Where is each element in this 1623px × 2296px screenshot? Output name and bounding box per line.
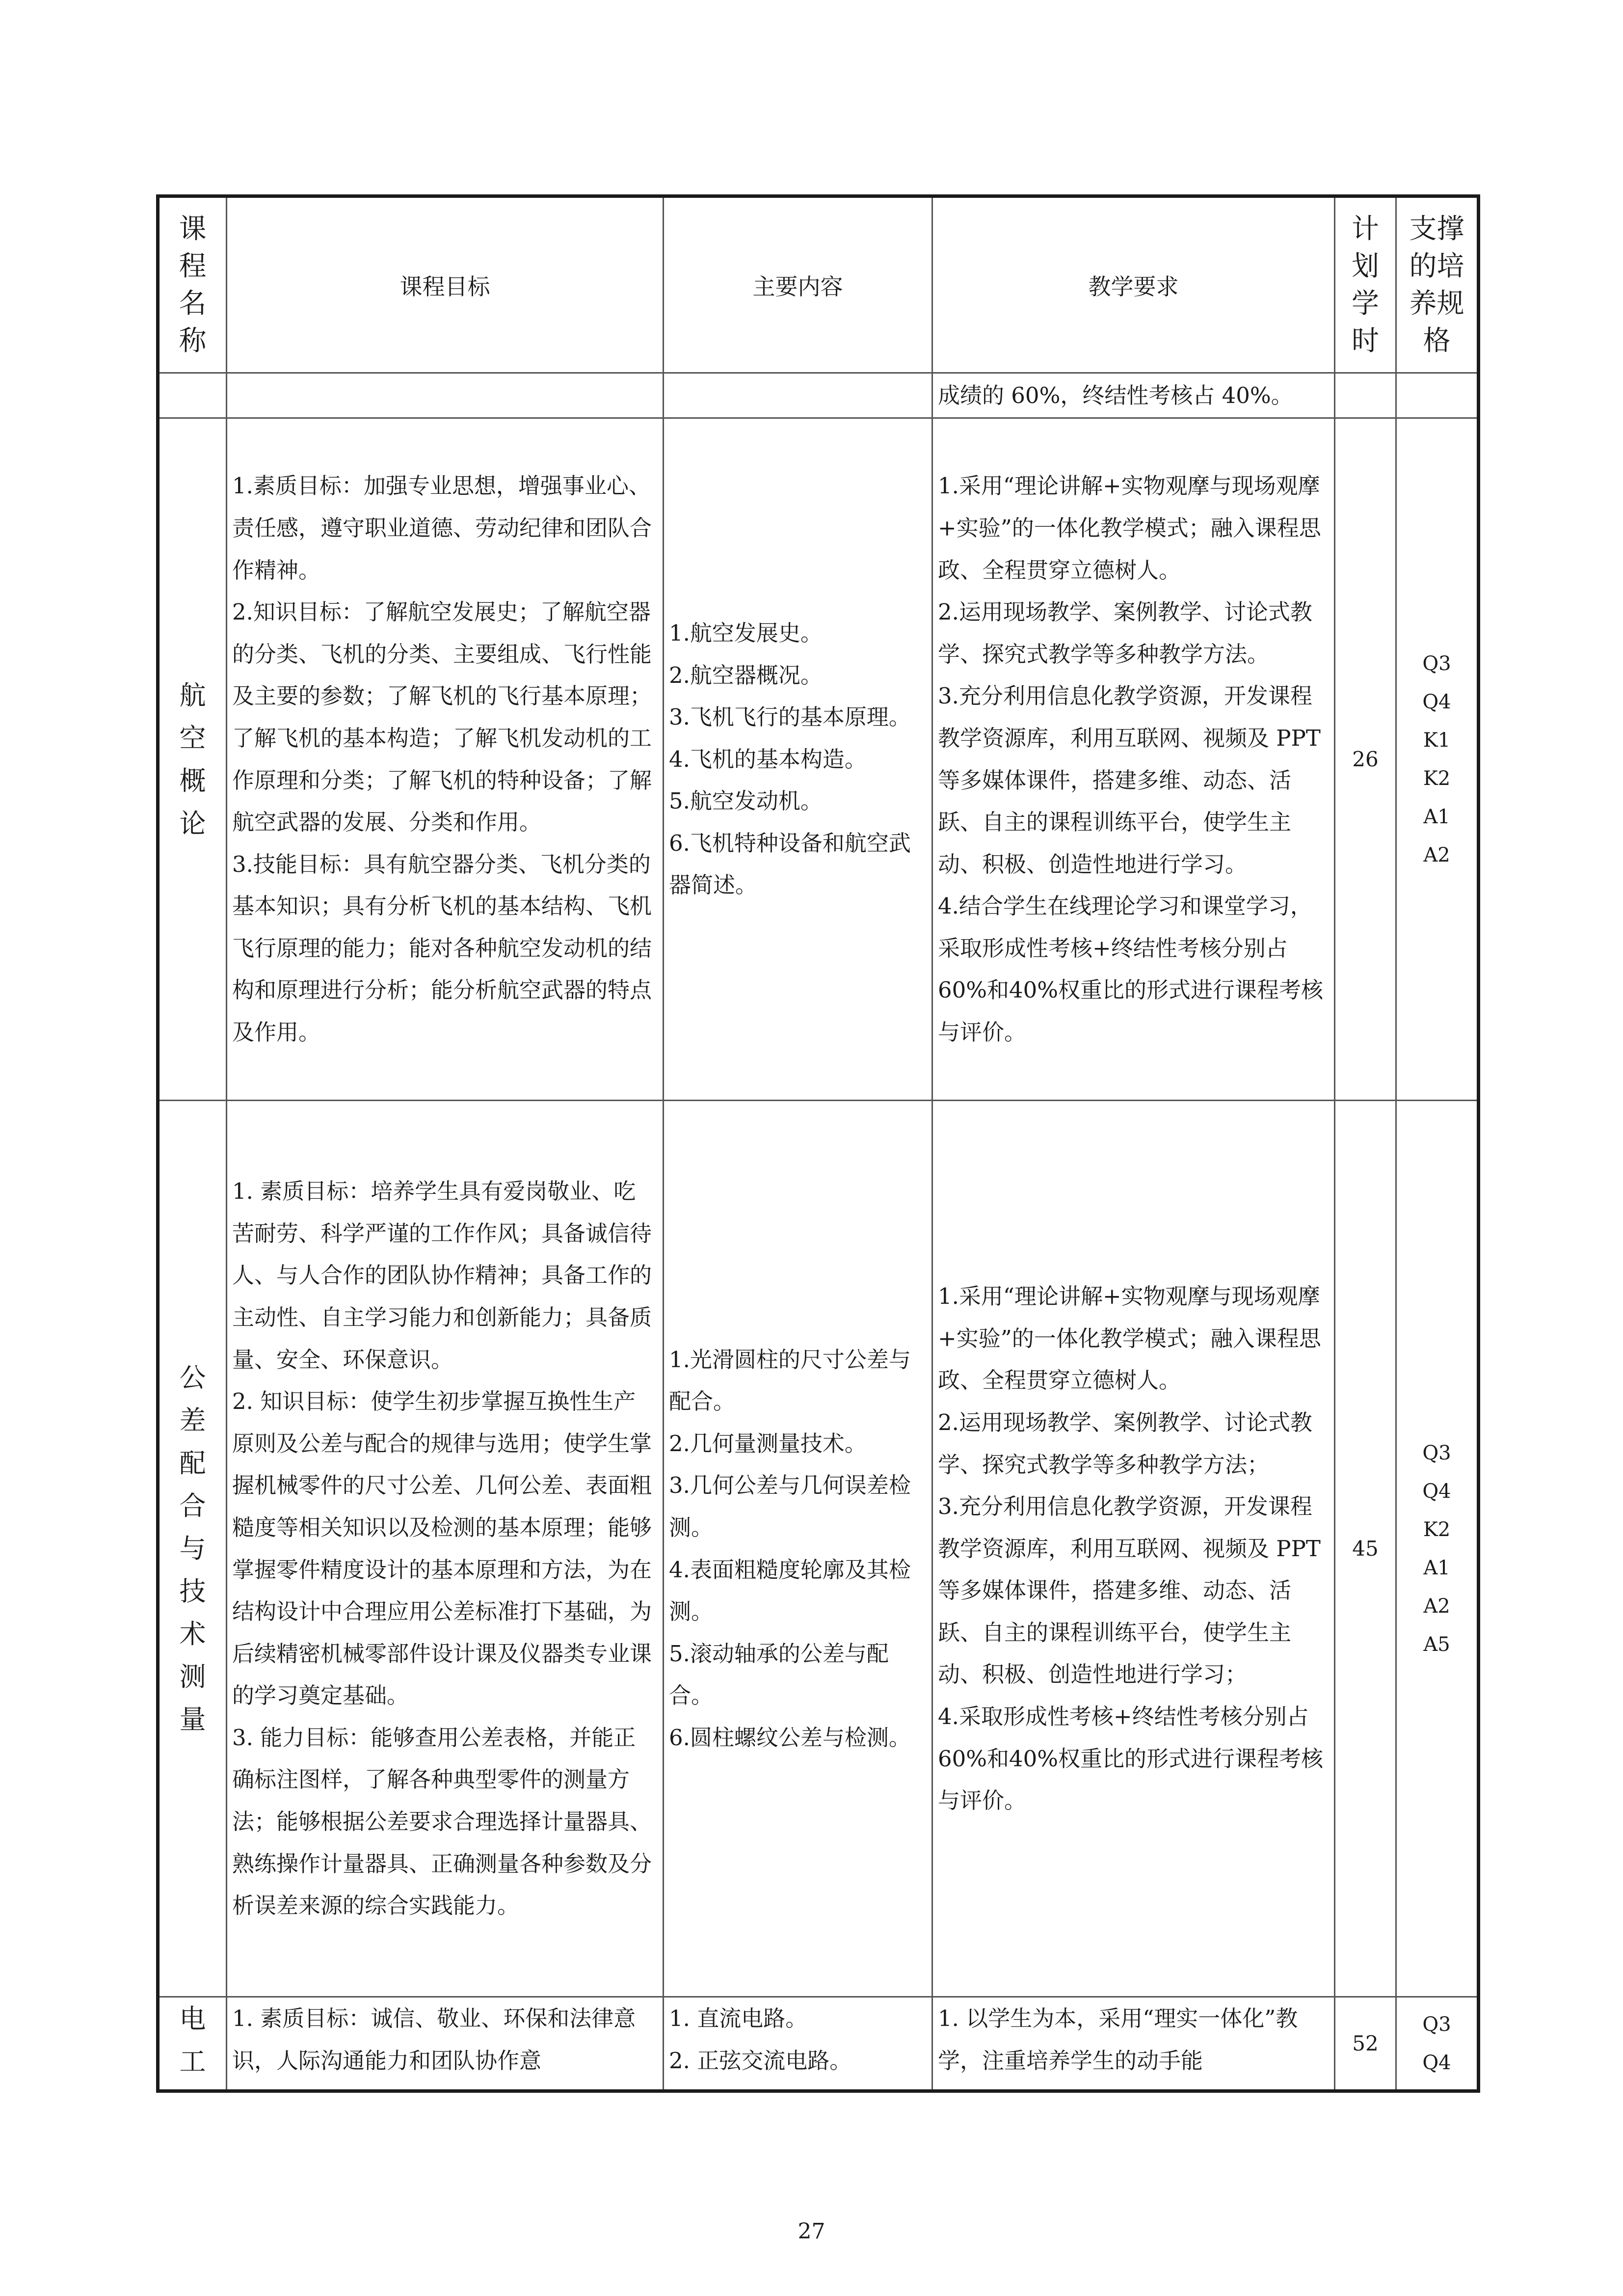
page-number: 27 — [798, 2219, 825, 2244]
cell-empty — [664, 373, 932, 418]
table-row — [158, 1997, 1479, 2091]
planned-hours-cell: 45 — [1335, 1101, 1396, 1997]
course-name-cell: 公 差 配 合 与 技 术 测 量 — [158, 1101, 227, 1997]
course-table — [156, 194, 1480, 2093]
course-name-cell: 电 工 — [158, 1997, 227, 2091]
course-goal-cell: 1. 素质目标：培养学生具有爱岗敬业、吃苦耐劳、科学严谨的工作作风；具备诚信待人、与人合作的团队协作精神；具备工作的主动性、自主学习能力和创新能力；具备质量、安全、环保意识。 2. 知识目标：使学生初步掌握互换性生产原则及公差与配合的规律与选用；使学生掌握机械零件的尺寸公差、几何公差、表面粗糙度等相关知识以及检测的基本原理；能够掌握零件精度设计的基本原理和方法，为在结构设计中合理应用公差标准打下基础，为后续精密机械零部件设计课及仪器类专业课的学习奠定基础。 3. 能力目标：能够查用公差表格，并能正确标注图样，了解各种典型零件的测量方法；能够根据公差要求合理选择计量器具、熟练操作计量器具、正确测量各种参数及分析误差来源的综合实践能力。 — [227, 1101, 664, 1997]
course-goal-cell: 1. 素质目标：诚信、敬业、环保和法律意识，人际沟通能力和团队协作意 — [227, 1997, 664, 2091]
supported-specs-cell: Q3 Q4 K2 A1 A2 A5 — [1396, 1101, 1479, 1997]
cell-empty — [227, 373, 664, 418]
course-name-cell: 航 空 概 论 — [158, 418, 227, 1101]
table-header-row — [158, 196, 1479, 373]
supported-specs-cell: Q3 Q4 — [1396, 1997, 1479, 2091]
planned-hours-cell: 26 — [1335, 418, 1396, 1101]
header-course-name: 课 程 名 称 — [158, 196, 227, 373]
course-goal-cell: 1.素质目标：加强专业思想，增强事业心、责任感，遵守职业道德、劳动纪律和团队合作精神。 2.知识目标：了解航空发展史；了解航空器的分类、飞机的分类、主要组成、飞行性能及主要的参数；了解飞机的飞行基本原理；了解飞机的基本构造；了解飞机发动机的工作原理和分类；了解飞机的特种设备；了解航空武器的发展、分类和作用。 3.技能目标：具有航空器分类、飞机分类的基本知识；具有分析飞机的基本结构、飞机飞行原理的能力；能对各种航空发动机的结构和原理进行分析；能分析航空武器的特点及作用。 — [227, 418, 664, 1101]
main-content-cell: 1.航空发展史。 2.航空器概况。 3.飞机飞行的基本原理。 4.飞机的基本构造。 5.航空发动机。 6.飞机特种设备和航空武器简述。 — [664, 418, 932, 1101]
planned-hours-cell: 52 — [1335, 1997, 1396, 2091]
teaching-requirement-cell: 1.采用“理论讲解+实物观摩与现场观摩+实验”的一体化教学模式；融入课程思政、全程贯穿立德树人。 2.运用现场教学、案例教学、讨论式教学、探究式教学等多种教学方法； 3.充分利用信息化教学资源，开发课程教学资源库，利用互联网、视频及 PPT 等多媒体课件，搭建多维、动态、活跃、自主的课程训练平台，使学生主动、积极、创造性地进行学习； 4.采取形成性考核+终结性考核分别占 60%和40%权重比的形式进行课程考核与评价。 — [932, 1101, 1335, 1997]
teaching-requirement-cell: 1. 以学生为本，采用“理实一体化”教学，注重培养学生的动手能 — [932, 1997, 1335, 2091]
cell-requirement-continuation: 成绩的 60%，终结性考核占 40%。 — [932, 373, 1335, 418]
table-row — [158, 418, 1479, 1101]
header-planned-hours: 计 划 学 时 — [1335, 196, 1396, 373]
teaching-requirement-cell: 1.采用“理论讲解+实物观摩与现场观摩+实验”的一体化教学模式；融入课程思政、全程贯穿立德树人。 2.运用现场教学、案例教学、讨论式教学、探究式教学等多种教学方法。 3.充分利用信息化教学资源，开发课程教学资源库，利用互联网、视频及 PPT 等多媒体课件，搭建多维、动态、活跃、自主的课程训练平台，使学生主动、积极、创造性地进行学习。 4.结合学生在线理论学习和课堂学习，采取形成性考核+终结性考核分别占 60%和40%权重比的形式进行课程考核与评价。 — [932, 418, 1335, 1101]
table-row — [158, 1101, 1479, 1997]
cell-empty — [158, 373, 227, 418]
header-supported-specs: 支撑 的培 养规 格 — [1396, 196, 1479, 373]
header-main-content: 主要内容 — [664, 196, 932, 373]
main-content-cell: 1.光滑圆柱的尺寸公差与配合。 2.几何量测量技术。 3.几何公差与几何误差检测。 4.表面粗糙度轮廓及其检测。 5.滚动轴承的公差与配合。 6.圆柱螺纹公差与检测。 — [664, 1101, 932, 1997]
main-content-cell: 1. 直流电路。 2. 正弦交流电路。 — [664, 1997, 932, 2091]
supported-specs-cell: Q3 Q4 K1 K2 A1 A2 — [1396, 418, 1479, 1101]
header-course-goal: 课程目标 — [227, 196, 664, 373]
table-row-continuation — [158, 373, 1479, 418]
cell-empty — [1335, 373, 1396, 418]
header-teaching-requirement: 教学要求 — [932, 196, 1335, 373]
cell-empty — [1396, 373, 1479, 418]
